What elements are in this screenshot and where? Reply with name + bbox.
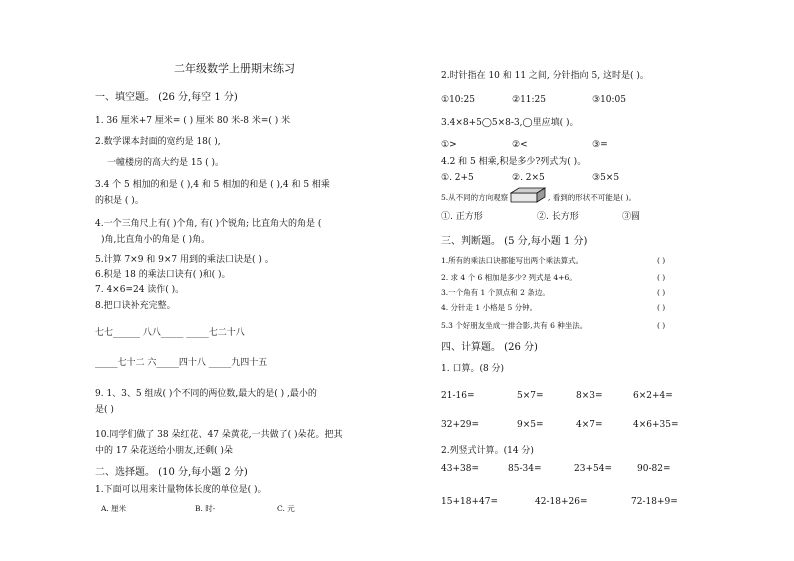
calc-item: 42-18+26= — [535, 497, 588, 507]
question-text: 9. 1、3、5 组成( )个不同的两位数,最大的是( ) ,最小的 — [95, 389, 317, 399]
question-text: 4.2 和 5 相乘,积是多少?列式为( )。 — [441, 157, 587, 167]
option-text: ①. 2+5 — [441, 173, 474, 183]
question-text: 的积是 ( )。 — [95, 196, 144, 206]
calc-item: 8×3= — [576, 391, 603, 401]
calc-item: 21-16= — [441, 391, 475, 401]
subsection-heading: 2.列竖式计算。(14 分) — [441, 446, 534, 456]
answer-bracket: ( ) — [657, 273, 666, 282]
question-text: 中的 17 朵花送给小朋友,还剩( )朵 — [95, 446, 233, 456]
calc-item: 15+18+47= — [441, 497, 498, 507]
question-text: 10.同学们做了 38 朵红花、47 朵黄花,一共做了( )朵花。把其 — [95, 430, 343, 440]
section-calc-heading: 四、计算题。 (26 分) — [441, 342, 538, 353]
calc-item: 90-82= — [637, 464, 671, 474]
option-text: ①. 正方形 — [441, 212, 483, 222]
question-text: 7. 4×6=24 读作( )。 — [95, 285, 185, 295]
statement-text: 4. 分针走 1 小格是 5 分钟。 — [441, 303, 538, 312]
statement-text: 1.所有的乘法口诀都能写出两个乘法算式。 — [441, 256, 584, 265]
calc-item: 23+54= — [574, 464, 612, 474]
calc-item: 5×7= — [517, 391, 544, 401]
option-text: ③= — [592, 140, 608, 150]
question-text: 七七______ 八八_____ _____七二十八 — [95, 328, 245, 338]
statement-text: 5.3 个好朋友坐成一排合影,共有 6 种坐法。 — [441, 321, 588, 330]
calc-item: 4×6+35= — [633, 420, 679, 430]
answer-bracket: ( ) — [657, 256, 666, 265]
question-text: )角,比直角小的角是 ( )角。 — [101, 235, 211, 245]
section-judge-heading: 三、判断题。 (5 分,每小题 1 分) — [441, 236, 588, 247]
section-fill-heading: 一、填空题。 (26 分,每空 1 分) — [95, 92, 238, 103]
option-text: ③5×5 — [592, 173, 620, 183]
question-text: 一幢楼房的高大约是 15 ( )。 — [107, 158, 225, 168]
option-text: B. 时- — [195, 504, 216, 513]
statement-text: 3.一个角有 1 个顶点和 2 条边。 — [441, 288, 550, 297]
option-text: ①> — [441, 140, 457, 150]
calc-item: 72-18+9= — [631, 497, 678, 507]
question-text: 3.4×8+5◯5×8-3,◯里应填( )。 — [441, 118, 579, 128]
option-text: A. 厘米 — [101, 504, 127, 513]
answer-bracket: ( ) — [657, 321, 666, 330]
question-text: 5.计算 7×9 和 9×7 用到的乘法口诀是( ) 。 — [95, 255, 274, 265]
calc-item: 4×7= — [576, 420, 603, 430]
subsection-heading: 1. 口算。(8 分) — [441, 364, 505, 374]
option-text: C. 元 — [277, 504, 295, 513]
calc-item: 43+38= — [441, 464, 479, 474]
answer-bracket: ( ) — [657, 288, 666, 297]
option-text: ②. 长方形 — [537, 212, 579, 222]
question-text: , 看到的形状不可能是( )。 — [548, 193, 637, 202]
option-text: ②< — [512, 140, 528, 150]
question-text: 4.一个三角尺上有( )个角, 有( )个锐角; 比直角大的角是 ( — [95, 219, 322, 229]
calc-item: 85-34= — [508, 464, 542, 474]
option-text: ③圆 — [622, 212, 641, 222]
question-text: _____七十二 六_____四十八 _____九四十五 — [95, 358, 268, 368]
question-text: 是( ) — [95, 405, 114, 415]
question-text: 6.积是 18 的乘法口诀有( )和( )。 — [95, 270, 231, 280]
option-text: ③10:05 — [592, 95, 627, 105]
calc-item: 32+29= — [441, 420, 479, 430]
question-text: 8.把口诀补充完整。 — [95, 301, 176, 311]
section-choice-heading: 二、选择题。 (10 分,每小题 2 分) — [95, 467, 248, 478]
option-text: ②11:25 — [512, 95, 547, 105]
cuboid-figure-icon — [510, 187, 546, 203]
question-text: 3.4 个 5 相加的和是 ( ),4 和 5 相加的和是 ( ),4 和 5 相乘 — [95, 180, 330, 190]
question-text: 5.从不同的方向观察 — [441, 193, 509, 202]
question-text: 1. 36 厘米+7 厘米= ( ) 厘米 80 米-8 米=( ) 米 — [95, 116, 291, 126]
answer-bracket: ( ) — [657, 303, 666, 312]
option-text: ①10:25 — [441, 95, 476, 105]
calc-item: 9×5= — [517, 420, 544, 430]
option-text: ②. 2×5 — [512, 173, 545, 183]
question-text: 2.数学课本封面的宽约是 18( ), — [95, 137, 221, 147]
question-text: 1.下面可以用来计量物体长度的单位是( )。 — [95, 485, 267, 495]
statement-text: 2. 求 4 个 6 相加是多少? 列式是 4+6。 — [441, 273, 577, 282]
calc-item: 6×2+4= — [633, 391, 673, 401]
page-title: 二年级数学上册期末练习 — [174, 62, 295, 75]
question-text: 2.时针指在 10 和 11 之间, 分针指向 5, 这时是( )。 — [441, 71, 649, 81]
